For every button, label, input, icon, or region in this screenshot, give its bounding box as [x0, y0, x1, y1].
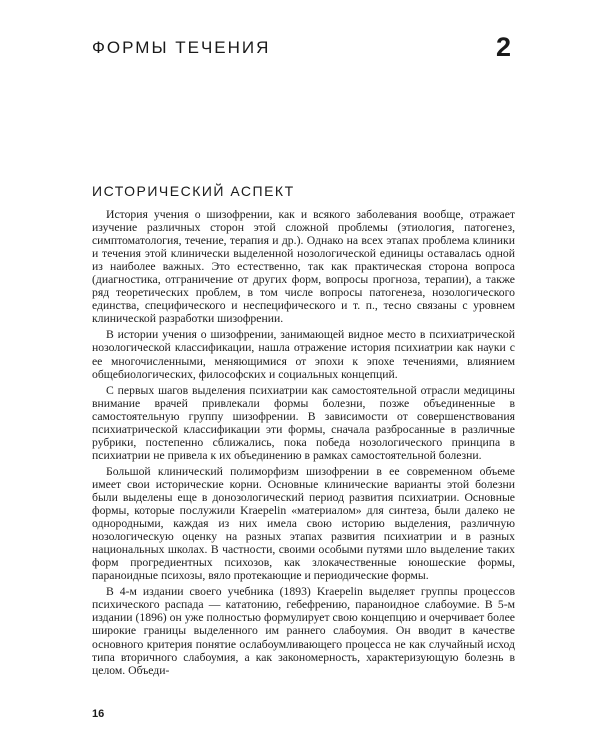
section-heading: ИСТОРИЧЕСКИЙ АСПЕКТ [92, 183, 295, 199]
chapter-number: 2 [496, 32, 512, 62]
paragraph: История учения о шизофрении, как и всякого заболевания вообще, отражает изучение различных сторон этой сложной проблемы (этиология, патогенез, симптоматология, течение, терапия и др.). Однако на всех этапах проблема клиники и течения этой клинически выделенной нозологической единицы оставалась одной из наиболее важных. Это естественно, так как практическая сторона вопроса (диагностика, отграничение от других форм, вопросы прогноза, терапии), а также ряд теоретических проблем, в том числе вопросы патогенеза, нозологического единства, специфического и неспецифического и т. п., тесно связаны с уровнем клинической разработки шизофрении. [92, 208, 515, 326]
paragraph: Большой клинический полиморфизм шизофрении в ее современном объеме имеет свои исторические корни. Основные клинические варианты этой болезни были выделены еще в донозологический период развития психиатрии. Основные формы, которые послужили Kraepelin «материалом» для синтеза, были далеко не однородными, каждая из них имела свою историю выделения, различную нозологическую оценку на разных этапах развития психиатрии и в разных национальных школах. В частности, своими особыми путями шло выделение таких форм прогредиентных психозов, как злокачественные юношеские формы, параноидные психозы, вяло протекающие и периодические формы. [92, 464, 515, 583]
paragraph: С первых шагов выделения психиатрии как самостоятельной отрасли медицины внимание врачей привлекали формы болезни, позже объединенные в самостоятельную группу шизофрении. В зависимости от совершенствования психиатрической классификации эти формы, сначала разбросанные в различные рубрики, постепенно сближались, пока победа нозологического принципа в психиатрии не привела к их объединению в рамках самостоятельной болезни. [92, 383, 515, 462]
paragraph: В истории учения о шизофрении, занимающей видное место в психиатрической нозологической классификации, нашла отражение история психиатрии как науки с ее многочисленными, меняющимися от эпохи к эпохе течениями, влиянием общебиологических, философских и социальных концепций. [92, 328, 515, 381]
body-text [92, 208, 515, 680]
paragraph: В 4-м издании своего учебника (1893) Kraepelin выделяет группы процессов психического распада — кататонию, гебефрению, параноидное слабоумие. В 5-м издании (1896) он уже полностью формулирует свою концепцию и очерчивает более широкие границы выделенного им раннего слабоумия. Он вводит в качестве основного критерия понятие ослабоумливающего процесса не как случайный исход типа вторичного слабоумия, а как закономерность, характеризующую болезнь в целом. Объеди- [92, 585, 515, 677]
chapter-title: ФОРМЫ ТЕЧЕНИЯ [92, 38, 271, 57]
page-number: 16 [92, 708, 105, 720]
